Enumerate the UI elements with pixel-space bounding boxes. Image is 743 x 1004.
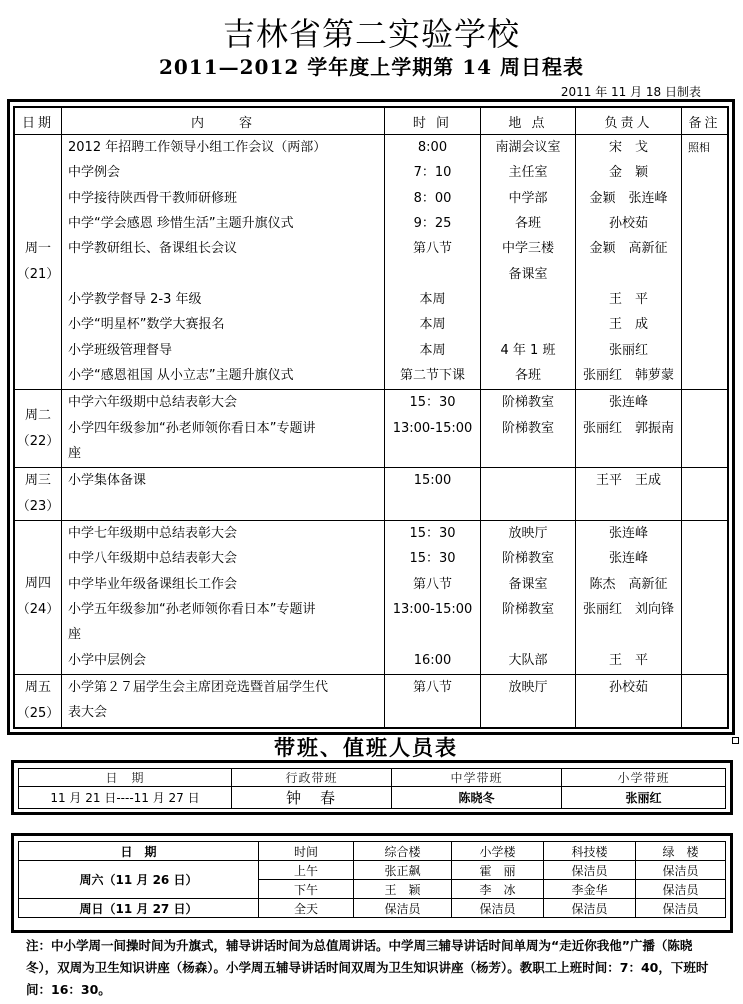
event-time (385, 441, 480, 466)
cell: 上午 (259, 861, 354, 880)
event-place: 各班 (514, 216, 541, 232)
day-label: 周四 (24, 576, 51, 592)
event-responsible: 张丽红 韩萝蒙 (582, 367, 674, 383)
schedule-subtitle: 2011—2012 学年度上学期第 14 周日程表 (158, 55, 585, 79)
col-header-time: 时 间 (385, 108, 481, 135)
event-text-cell (62, 467, 385, 520)
event-time: 8：00 (413, 190, 452, 206)
event-time (385, 262, 480, 287)
event-responsible: 金 颖 (608, 165, 648, 181)
event-text: 中学六年级期中总结表彰大会 (68, 395, 238, 411)
day-number: （22） (16, 433, 60, 449)
event-time (385, 700, 480, 725)
col-header-day: 日期 (15, 108, 62, 135)
event-time: 第八节 (412, 576, 452, 592)
weekend-row-sat-am (19, 861, 726, 880)
event-responsible (576, 700, 681, 725)
cell: 全天 (259, 899, 354, 918)
event-place-cell (481, 390, 576, 467)
event-time: 8:00 (417, 140, 448, 156)
schedule-table (14, 107, 728, 728)
col-header-note: 备注 (682, 108, 728, 135)
duty-primary-name: 张丽红 (562, 787, 726, 809)
day-cell (15, 467, 62, 520)
event-place: 备课室 (508, 576, 548, 592)
event-time: 9：25 (413, 216, 452, 232)
event-text-cell (62, 521, 385, 675)
event-place: 中学部 (508, 190, 548, 206)
event-place: 南湖会议室 (495, 140, 561, 156)
event-time-cell (385, 467, 481, 520)
event-place: 4 年 1 班 (500, 342, 556, 358)
event-responsible: 金颖 张连峰 (589, 190, 668, 206)
day-cell (15, 390, 62, 467)
event-time: 15：30 (409, 395, 456, 411)
event-responsible: 张连峰 (608, 551, 648, 567)
event-time-cell (385, 674, 481, 727)
event-place-cell (481, 521, 576, 675)
event-time-cell (385, 135, 481, 390)
weekend-sat-label: 周六（11 月 26 日） (19, 861, 259, 899)
event-responsible: 孙校茹 (608, 216, 648, 232)
cell: 王 颖 (354, 880, 452, 899)
event-responsible: 张连峰 (608, 395, 648, 411)
event-time: 第八节 (412, 679, 452, 695)
duty-header-primary: 小学带班 (562, 769, 726, 787)
event-responsible: 宋 戈 (608, 140, 648, 156)
event-text: 小学中层例会 (68, 652, 147, 668)
weekend-header-date: 日 期 (19, 842, 259, 861)
day-label: 周一 (24, 241, 51, 257)
event-responsible: 王平 王成 (595, 472, 661, 488)
cell: 保洁员 (354, 899, 452, 918)
duty-middle-name: 陈晓冬 (392, 787, 562, 809)
day-row (15, 135, 728, 390)
event-time: 第八节 (412, 241, 452, 257)
event-text: 中学例会 (68, 165, 121, 181)
event-note-cell (682, 390, 728, 467)
event-responsible: 张丽红 (608, 342, 648, 358)
event-note-cell (682, 467, 728, 520)
schedule-frame (7, 99, 735, 735)
day-number: （23） (16, 498, 60, 514)
event-place: 放映厅 (508, 526, 548, 542)
day-number: （24） (16, 602, 60, 618)
event-place: 各班 (514, 367, 541, 383)
event-time-cell (385, 521, 481, 675)
event-responsible: 孙校茹 (608, 679, 648, 695)
duty-table-title: 带班、值班人员表 (274, 735, 458, 760)
duty-header-admin: 行政带班 (232, 769, 392, 787)
duty-header-date: 日 期 (19, 769, 232, 787)
event-text: 中学毕业年级备课组长工作会 (68, 576, 238, 592)
event-place (481, 468, 575, 493)
event-time: 13:00-15:00 (392, 420, 473, 436)
event-place-cell (481, 467, 576, 520)
cell: 保洁员 (636, 861, 726, 880)
duty-date-range: 11 月 21 日----11 月 27 日 (19, 787, 232, 809)
event-responsible: 金颖 高新征 (589, 241, 668, 257)
duty-header-row (19, 769, 726, 787)
event-text-cell (62, 390, 385, 467)
event-place-cell (481, 135, 576, 390)
cell: 保洁员 (452, 899, 544, 918)
event-place: 放映厅 (508, 679, 548, 695)
event-text-cell (62, 674, 385, 727)
event-time: 15：30 (409, 526, 456, 542)
event-time: 15：30 (409, 551, 456, 567)
day-label: 周二 (24, 407, 51, 423)
day-label: 周三 (24, 472, 51, 488)
event-responsible (576, 622, 681, 647)
event-responsible-cell (576, 467, 682, 520)
schedule-header-row (15, 108, 728, 135)
day-row (15, 390, 728, 467)
event-responsible: 王 成 (608, 317, 648, 333)
event-text: 小学第２７届学生会主席团竞选暨首届学生代 (68, 679, 329, 695)
day-cell (15, 521, 62, 675)
day-cell (15, 135, 62, 390)
event-responsible: 张丽红 郭振南 (582, 420, 674, 436)
event-place (481, 700, 575, 725)
event-text: 表大会 (68, 704, 108, 720)
event-place (481, 287, 575, 312)
duty-row (19, 787, 726, 809)
cell: 李金华 (544, 880, 636, 899)
event-responsible: 王 平 (608, 652, 648, 668)
event-note: 照相 (688, 141, 710, 155)
resize-handle[interactable] (732, 737, 739, 744)
event-responsible (576, 441, 681, 466)
duty-frame (11, 760, 733, 815)
event-place: 阶梯教室 (501, 420, 554, 436)
event-place: 大队部 (508, 652, 548, 668)
event-responsible-cell (576, 390, 682, 467)
weekend-sun-label: 周日（11 月 27 日） (19, 899, 259, 918)
event-place: 主任室 (508, 165, 548, 181)
event-responsible: 王 平 (608, 291, 648, 307)
weekend-duty-table (18, 841, 726, 918)
day-number: （25） (16, 705, 60, 721)
day-label: 周五 (24, 679, 51, 695)
event-text-cell (62, 135, 385, 390)
event-time: 本周 (419, 342, 446, 358)
event-place: 备课室 (508, 266, 548, 282)
cell: 张正飙 (354, 861, 452, 880)
event-responsible: 陈杰 高新征 (589, 576, 668, 592)
day-number: （21） (16, 267, 60, 283)
event-time: 16:00 (413, 652, 452, 668)
cell: 李 冰 (452, 880, 544, 899)
event-time: 本周 (419, 317, 446, 333)
event-text (62, 262, 384, 287)
event-text: 2012 年招聘工作领导小组工作会议（两部） (68, 140, 327, 156)
event-responsible-cell (576, 521, 682, 675)
cell: 保洁员 (636, 880, 726, 899)
event-text: 座 (68, 446, 82, 462)
cell: 保洁员 (544, 899, 636, 918)
weekend-header-complex: 综合楼 (354, 842, 452, 861)
duty-header-middle: 中学带班 (392, 769, 562, 787)
event-text: 小学“明星杯”数学大赛报名 (68, 317, 225, 333)
weekend-frame (11, 833, 733, 933)
col-header-responsible: 负责人 (576, 108, 682, 135)
school-title: 吉林省第二实验学校 (222, 15, 520, 53)
col-header-content: 内 容 (62, 108, 385, 135)
event-note-cell (682, 521, 728, 675)
col-header-place: 地 点 (481, 108, 576, 135)
event-text: 座 (68, 627, 82, 643)
event-responsible-cell (576, 674, 682, 727)
event-responsible: 张连峰 (608, 526, 648, 542)
cell: 保洁员 (636, 899, 726, 918)
event-place (481, 312, 575, 337)
made-date: 2011 年 11 月 18 日制表 (560, 85, 701, 99)
event-text: 小学班级管理督导 (68, 342, 173, 358)
cell: 霍 丽 (452, 861, 544, 880)
event-responsible (576, 262, 681, 287)
footnote: 注：中小学周一间操时间为升旗式，辅导讲话时间为总值周讲话。中学周三辅导讲话时间单周为“走近你我他”广播（陈晓冬），双周为卫生知识讲座（杨森）。小学周五辅导讲话时间双周为卫生知识讲座（杨芳）。教职工上班时间：7：40，下班时间：16：30。 (26, 938, 709, 997)
day-row (15, 674, 728, 727)
event-text: 中学“学会感恩 珍惜生活”主题升旗仪式 (68, 216, 294, 232)
weekend-header-tech: 科技楼 (544, 842, 636, 861)
event-text: 中学八年级期中总结表彰大会 (68, 551, 238, 567)
event-place: 阶梯教室 (501, 395, 554, 411)
event-place (481, 441, 575, 466)
cell: 下午 (259, 880, 354, 899)
event-time-cell (385, 390, 481, 467)
event-place: 阶梯教室 (501, 601, 554, 617)
event-text: 小学集体备课 (68, 472, 147, 488)
weekend-header-primary: 小学楼 (452, 842, 544, 861)
event-time: 13:00-15:00 (392, 601, 473, 617)
event-place: 阶梯教室 (501, 551, 554, 567)
event-text: 小学“感恩祖国 从小立志”主题升旗仪式 (68, 367, 294, 383)
event-time: 15:00 (413, 472, 452, 488)
event-place: 中学三楼 (501, 241, 554, 257)
weekend-header-time: 时间 (259, 842, 354, 861)
event-place (481, 622, 575, 647)
day-row (15, 467, 728, 520)
event-time (385, 622, 480, 647)
event-text: 中学接待陕西骨干教师研修班 (68, 190, 238, 206)
event-responsible: 张丽红 刘向锋 (582, 601, 674, 617)
event-text: 小学四年级参加“孙老师领你看日本”专题讲 (68, 420, 316, 436)
weekend-header-row (19, 842, 726, 861)
event-note-cell (682, 135, 728, 390)
duty-table (18, 768, 726, 809)
weekend-header-green: 绿 楼 (636, 842, 726, 861)
event-time: 本周 (419, 291, 446, 307)
event-responsible-cell (576, 135, 682, 390)
day-cell (15, 674, 62, 727)
event-text: 小学教学督导 2-3 年级 (68, 291, 202, 307)
event-text: 中学七年级期中总结表彰大会 (68, 526, 238, 542)
cell: 保洁员 (544, 861, 636, 880)
event-text: 小学五年级参加“孙老师领你看日本”专题讲 (68, 601, 316, 617)
weekend-row-sun (19, 899, 726, 918)
event-place-cell (481, 674, 576, 727)
event-time: 7：10 (413, 165, 452, 181)
day-row (15, 521, 728, 675)
event-time: 第二节下课 (399, 367, 465, 383)
duty-admin-name: 钟 春 (232, 787, 392, 809)
event-note-cell (682, 674, 728, 727)
event-text: 中学教研组长、备课组长会议 (68, 241, 238, 257)
